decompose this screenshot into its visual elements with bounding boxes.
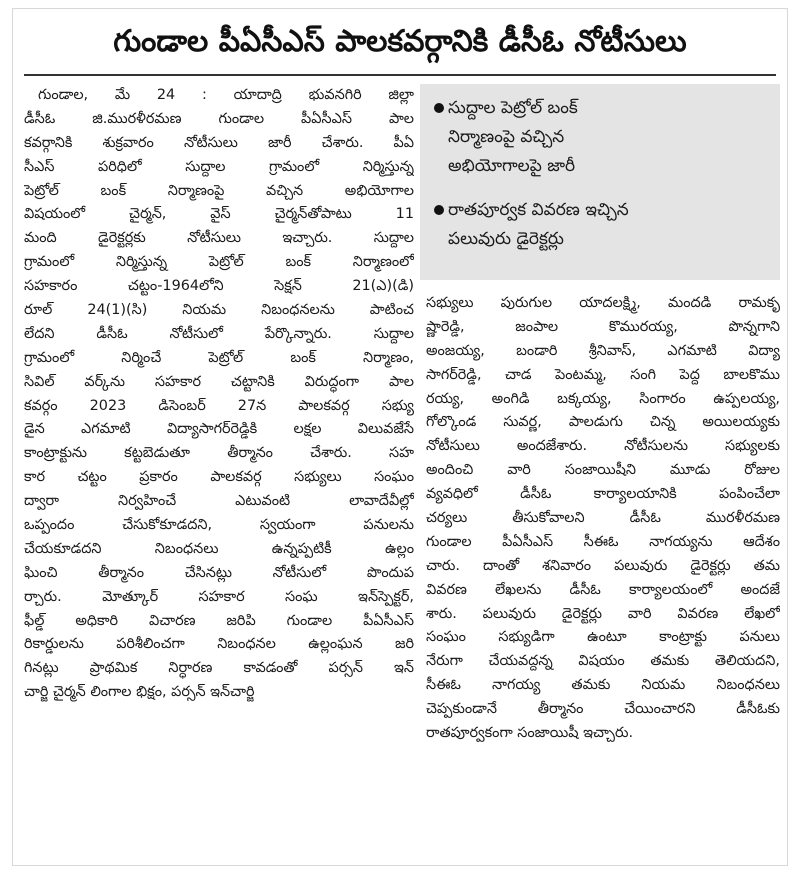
- article-text-line: అంజయ్య, బండారి శ్రీనివాస్‌, ఎగమాటి విద్యా: [426, 342, 780, 359]
- article-text-line: సభ్యులు పురుగుల యాదలక్ష్మి, మందడి రామకృ: [426, 295, 780, 311]
- article-text-line: సాగర్‌రెడ్డి, చాడ పెంటమ్మ, సంగి పెద్ద బాలకొము: [426, 366, 780, 383]
- article-text-line: వివరణ లేఖలను డీసీఓ కార్యాలయంలో అందజే: [426, 581, 780, 598]
- article-text-line: ష్ణారెడ్డి, జంపాల కొమురయ్య, పొన్నగాని: [426, 318, 780, 335]
- article-text-line: మంది డైరెక్టర్లకు నోటీసులు ఇచ్చారు. సుద్దాల: [24, 230, 414, 247]
- article-text-line: డైన ఎగమాటి విద్యాసాగర్‌రెడ్డికి లక్షల విలువజేసే: [24, 421, 414, 438]
- article-text-line: చేయకూడదని నిబంధనలు ఉన్నప్పటికీ ఉల్లం: [24, 540, 414, 557]
- highlight-line: నిర్మాణంపై వచ్చిన: [448, 127, 565, 147]
- bullet-icon: [434, 103, 444, 113]
- article-text-line: చెప్పకుండానే తీర్మానం చేయించారని డీసీఓకు: [426, 701, 780, 718]
- article-text-line: శారు. పలువురు డైరెక్టర్లు వారి వివరణ లేఖలో: [426, 605, 780, 622]
- highlight-item-2: [434, 196, 629, 254]
- highlight-line: రాతపూర్వక వివరణ ఇచ్చిన: [448, 200, 629, 220]
- highlight-line: పలువురు డైరెక్టర్లు: [448, 229, 564, 249]
- article-text-line: కవర్గం 2023 డిసెంబర్‌ 27న పాలకవర్గ సభ్యు: [24, 397, 414, 414]
- article-text-line: సివిల్‌ వర్క్‌ను సహకార చట్టానికి విరుద్ధంగా పాల: [24, 373, 414, 390]
- article-text-line: గినట్లు ప్రాథమిక నిర్ధారణ కావడంతో పర్సన్‌ ఇన్‌: [24, 660, 414, 677]
- article-column-left: [24, 84, 414, 854]
- article-text-line: ఘించి తీర్మానం చేసినట్లు నోటీసులో పొందుప: [24, 564, 414, 581]
- article-text-line: విషయంలో చైర్మన్‌, వైస్‌ చైర్మన్‌తోపాటు 11: [24, 206, 414, 223]
- article-text-line: గుండాల పీఏసీఎస్‌ సీఈఓ నాగయ్యను ఆదేశం: [426, 533, 780, 550]
- highlight-box: [420, 84, 780, 280]
- article-text-line: రూల్‌ 24(1)(సి) నియమ నిబంధనలను పాటించ: [24, 302, 414, 319]
- article-text-line: చర్యలు తీసుకోవాలని డీసీఓ మురళీరమణ: [426, 510, 780, 527]
- article-text-line: లేదని డీసీఓ నోటీసులో పేర్కొన్నారు. సుద్దాల: [24, 325, 414, 342]
- article-text-line: నేరుగా చేయవద్దన్న విషయం తమకు తెలియదని,: [426, 653, 780, 670]
- headline-rule: [24, 74, 776, 76]
- article-column-right: [426, 292, 780, 852]
- article-text-line: కవర్గానికి శుక్రవారం నోటీసులు జారీ చేశారు. పీఏ: [24, 134, 414, 151]
- article-text-line: చారు. దాంతో శనివారం పలువురు డైరెక్టర్లు తమ: [426, 557, 780, 574]
- article-text-line: పెట్రోల్‌ బంక్‌ నిర్మాణంపై వచ్చిన అభియోగాల: [24, 182, 414, 199]
- article-text-line: రికార్డులను పరిశీలించగా నిబంధనల ఉల్లంఘన జరి: [24, 636, 414, 653]
- article-text-line: కార చట్టం ప్రకారం పాలకవర్గ సభ్యులు సంఘం: [24, 469, 414, 486]
- article-text-line: సహకారం చట్టం-1964లోని సెక్షన్‌ 21(ఎ)(డి): [24, 278, 414, 295]
- article-text-line: ఒప్పందం చేసుకోకూడదని, స్వయంగా పనులను: [24, 517, 414, 534]
- article-text-line: డీసీఓ జి.మురళీరమణ గుండాల పీఏసీఎస్‌ పాల: [24, 110, 414, 127]
- article-text-line: గోల్కొండ సువర్ణ, పాలడుగు చిన్న అయిలయ్యకు: [426, 414, 780, 431]
- article-text-line: కాంట్రాక్టును కట్టబెడుతూ తీర్మానం చేశారు. సహ: [24, 445, 414, 462]
- article-text-line: నోటీసులు అందజేశారు. నోటీసులను సభ్యులకు: [426, 438, 780, 455]
- highlight-item-1: [434, 94, 578, 181]
- article-text-line: రయ్య, అంగిడి బక్కయ్య, సింగారం ఉప్పలయ్య,: [426, 390, 780, 407]
- article-text-line: గ్రామంలో నిర్మిస్తున్న పెట్రోల్‌ బంక్‌ నిర్మాణంలో: [24, 254, 414, 271]
- article-text-line: ర్చారు. మోత్కూర్‌ సహకార సంఘ ఇన్‌స్పెక్టర్‌,: [24, 588, 414, 605]
- article-text-line: వ్యవధిలో డీసీఓ కార్యాలయానికి పంపించేలా: [426, 486, 780, 503]
- highlight-line: అభియోగాలపై జారీ: [448, 156, 576, 176]
- article-text-line: సంఘం సభ్యుడిగా ఉంటూ కాంట్రాక్టు పనులు: [426, 629, 780, 646]
- article-text-line: రాతపూర్వకంగా సంజాయిషీ ఇచ్చారు.: [426, 725, 634, 742]
- article-text-line: ద్వారా నిర్వహించే ఎటువంటి లావాదేవీల్లో: [24, 493, 414, 510]
- article-text-line: సీఎస్‌ పరిధిలో సుద్దాల గ్రామంలో నిర్మిస్తున్న: [24, 158, 414, 175]
- article-text-line: సీఈఓ నాగయ్య తమకు నియమ నిబంధనలు: [426, 677, 780, 694]
- article-text-line: చార్జి చైర్మన్‌ లింగాల భిక్షం, పర్సన్‌ ఇన్‌చార్జి: [24, 684, 255, 701]
- highlight-line: సుద్దాల పెట్రోల్‌ బంక్‌: [448, 98, 578, 118]
- article-text-line: గుండాల, మే 24 : యాదాద్రి భువనగిరి జిల్లా: [38, 87, 414, 103]
- article-text-line: ఫీల్డ్‌ అధికారి విచారణ జరిపి గుండాల పీఏసీఎస్‌: [24, 612, 414, 629]
- bullet-icon: [434, 205, 444, 215]
- article-text-line: అందించి వారి సంజాయిషీని మూడు రోజుల: [426, 462, 780, 479]
- article-text-line: గ్రామంలో నిర్మించే పెట్రోల్‌ బంక్‌ నిర్మాణం,: [24, 349, 414, 366]
- headline: గుండాల పీఏసీఎస్‌ పాలకవర్గానికి డీసీఓ నోటీసులు: [113, 24, 687, 59]
